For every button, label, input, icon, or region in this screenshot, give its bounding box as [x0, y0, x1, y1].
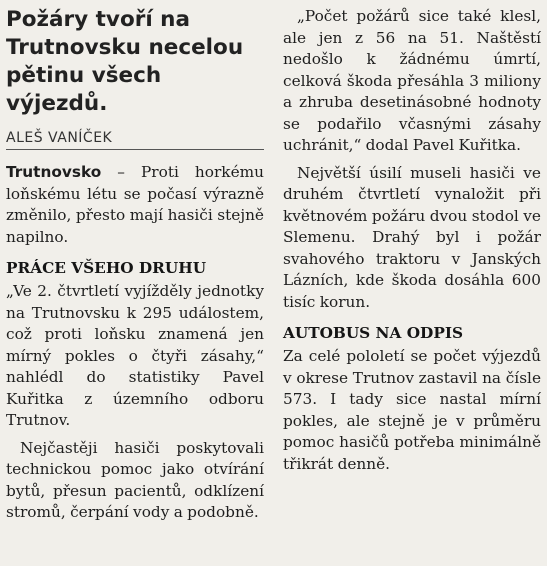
- paragraph-statistics: „Ve 2. čtvrtletí vyjížděly jednotky na Trutnovsku k 295 událostem, což proti loňsku znamená jen mírný pokles o čtyři zásahy,“ nahlédl do statistiky Pavel Kuřitka z územního odboru Trutnov.: [6, 282, 264, 429]
- paragraph-technical-help: Nejčastěji hasiči poskytovali technickou pomoc jako otvírání bytů, přesun pacientů, odklízení stromů, čerpání vody a podobně.: [6, 438, 264, 521]
- lead-paragraph: [6, 162, 264, 248]
- paragraph-half-year: Za celé pololetí se počet výjezdů v okrese Trutnov zastavil na čísle 573. I tady sice nastal mírní pokles, ale stejně je v průměru pomoc hasičů potřeba minimálně třikrát denně.: [283, 347, 541, 473]
- paragraph-biggest-effort: Největší úsilí museli hasiči ve druhém čtvrtletí vynaložit při květnovém požáru dvou stodol ve Slemenu. Drahý byl i požár svahového traktoru v Janských Lázních, kde škoda dosáhla 600 tisíc korun.: [283, 163, 541, 311]
- section-title-bus: AUTOBUS NA ODPIS: [283, 324, 464, 342]
- left-column: [6, 6, 264, 524]
- headline: Požáry tvoří na Trutnovsku necelou pětinu všech výjezdů.: [6, 7, 244, 116]
- byline: ALEŠ VANÍČEK: [6, 130, 264, 150]
- paragraph-fires: „Počet požárů sice také klesl, ale jen z 56 na 51. Naštěstí nedošlo k žádnému úmrtí, celková škoda přesáhla 3 miliony a zhruba desetinásobné hodnoty se podařilo včasnými zásahy uchránit,“ dodal Pavel Kuřitka.: [283, 7, 541, 154]
- lead-text: – Proti horkému loňskému létu se počasí výrazně změnilo, přesto mají hasiči stejně napilno.: [6, 163, 264, 246]
- right-column: [283, 6, 541, 475]
- section-title-work: PRÁCE VŠEHO DRUHU: [6, 259, 207, 277]
- lead-place: Trutnovsko: [6, 163, 102, 181]
